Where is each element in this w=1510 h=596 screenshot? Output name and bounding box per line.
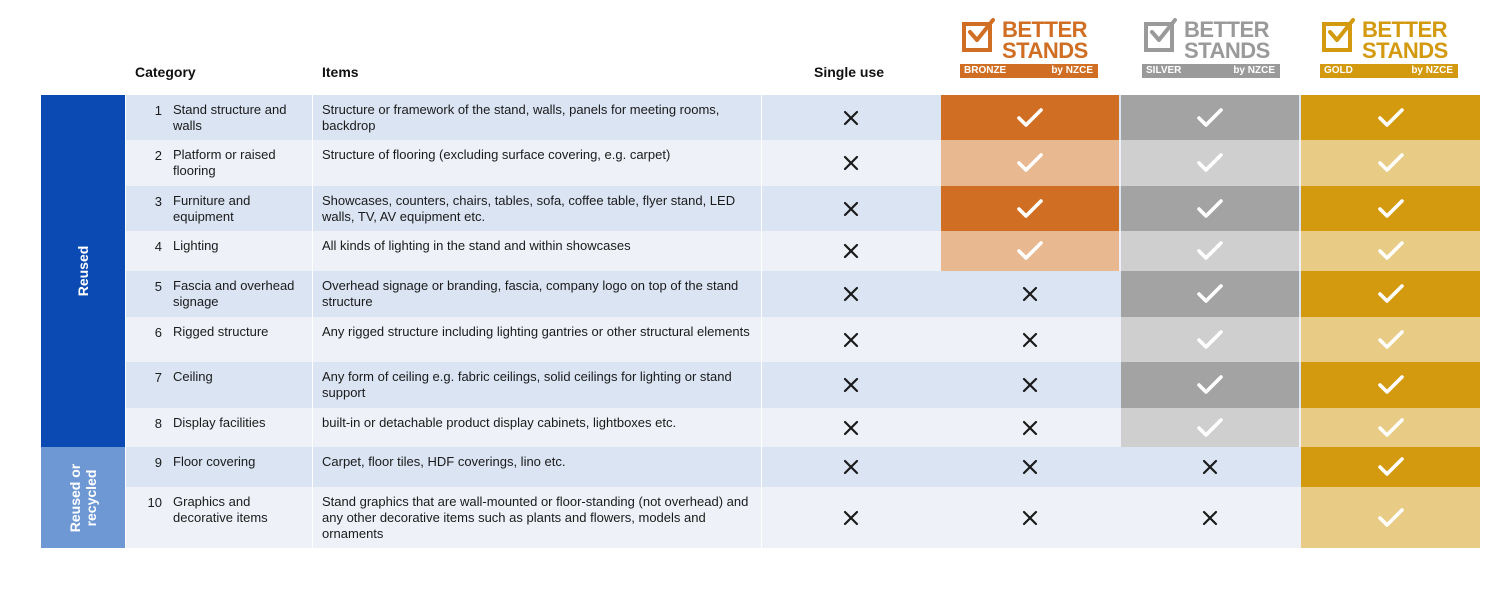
row-number: 5 [154,279,162,294]
row-number: 1 [154,103,162,118]
gold-cell [1301,487,1480,548]
gold-cell [1301,186,1480,231]
check-icon [1196,283,1224,305]
check-icon [1148,16,1178,46]
row-number: 2 [154,148,162,163]
bronze-cell [941,408,1119,447]
row-items: Overhead signage or branding, fascia, company logo on top of the stand structure [322,278,739,309]
bronze-cell [941,140,1119,186]
cross-icon [843,420,859,436]
row-items: Stand graphics that are wall-mounted or floor-standing (not overhead) and any other decorative items such as plants and flowers, models and ornaments [322,494,749,541]
gold-cell [1301,231,1480,271]
row-items: Structure or framework of the stand, walls, panels for meeting rooms, backdrop [322,102,720,133]
cross-icon [1202,459,1218,475]
table-row [126,362,1480,408]
bronze-cell [941,447,1119,487]
row-items: Structure of flooring (excluding surface covering, e.g. carpet) [322,147,671,162]
single-cell [762,95,940,140]
bronze-cell [941,317,1119,362]
cross-icon [843,110,859,126]
single-cell [762,186,940,231]
gold-cell [1301,271,1480,317]
gold-cell [1301,140,1480,186]
logo-word-stands: STANDS [1002,38,1088,63]
single-cell [762,487,940,548]
gold-cell [1301,362,1480,408]
cross-icon [1022,377,1038,393]
silver-cell [1121,317,1299,362]
check-icon [1377,198,1405,220]
cross-icon [1022,459,1038,475]
logo-level: GOLD [1324,65,1353,76]
bronze-cell [941,95,1119,140]
row-category: Fascia and overhead signage [173,278,295,309]
check-icon [1377,417,1405,439]
gold-cell [1301,447,1480,487]
silver-cell [1121,408,1299,447]
row-items: Any form of ceiling e.g. fabric ceilings, solid ceilings for lighting or stand support [322,369,732,400]
check-icon [1196,329,1224,351]
check-icon [1016,152,1044,174]
row-number: 3 [154,194,162,209]
logo-silver [1142,17,1280,80]
single-cell [762,231,940,271]
row-number: 7 [154,370,162,385]
logo-word-better: BETTER [1184,17,1269,42]
cross-icon [843,377,859,393]
cross-icon [843,510,859,526]
header-single-use: Single use [814,64,885,80]
logo-level-bar [1320,64,1458,78]
cross-icon [843,201,859,217]
column-divider [312,408,313,447]
bronze-cell [941,231,1119,271]
check-icon [1016,240,1044,262]
column-divider [312,487,313,548]
check-icon [1377,283,1405,305]
check-icon [1196,198,1224,220]
check-icon [1196,374,1224,396]
check-icon [1377,152,1405,174]
silver-cell [1121,186,1299,231]
gold-cell [1301,95,1480,140]
column-divider [312,447,313,487]
check-icon [1326,16,1356,46]
column-divider [312,95,313,140]
logo-bronze [960,17,1098,80]
logo-word-stands: STANDS [1184,38,1270,63]
check-icon [1377,456,1405,478]
bronze-cell [941,362,1119,408]
single-cell [762,447,940,487]
logo-word-better: BETTER [1362,17,1447,42]
row-number: 8 [154,416,162,431]
cross-icon [843,243,859,259]
row-category: Furniture and equipment [173,193,251,224]
logo-by: by NZCE [1233,65,1275,76]
cross-icon [1022,510,1038,526]
cross-icon [843,459,859,475]
silver-cell [1121,487,1299,548]
check-icon [1196,240,1224,262]
column-divider [312,271,313,317]
bronze-cell [941,186,1119,231]
check-icon [1016,107,1044,129]
table-row [126,408,1480,447]
row-category: Ceiling [173,369,213,384]
check-icon [1377,329,1405,351]
single-cell [762,408,940,447]
check-icon [1196,152,1224,174]
row-number: 6 [154,325,162,340]
column-divider [312,186,313,231]
cross-icon [843,155,859,171]
row-category: Graphics and decorative items [173,494,268,525]
cross-icon [1202,510,1218,526]
cross-icon [1022,332,1038,348]
cross-icon [843,286,859,302]
row-number: 4 [154,239,162,254]
check-icon [966,16,996,46]
column-divider [312,317,313,362]
row-items: Any rigged structure including lighting gantries or other structural elements [322,324,750,339]
silver-cell [1121,447,1299,487]
silver-cell [1121,95,1299,140]
row-items: All kinds of lighting in the stand and within showcases [322,238,631,253]
check-icon [1016,198,1044,220]
row-category: Floor covering [173,454,256,469]
group-reused-label: Reused [75,245,91,297]
table-row [126,140,1480,186]
group-reused [41,95,125,447]
row-category: Stand structure and walls [173,102,287,133]
row-items: built-in or detachable product display cabinets, lightboxes etc. [322,415,677,430]
single-cell [762,140,940,186]
header-category: Category [135,64,196,80]
row-items: Carpet, floor tiles, HDF coverings, lino etc. [322,454,566,469]
logo-level: SILVER [1146,65,1182,76]
bronze-cell [941,271,1119,317]
table-row [126,447,1480,487]
gold-cell [1301,408,1480,447]
cross-icon [1022,420,1038,436]
logo-level: BRONZE [964,65,1007,76]
single-cell [762,271,940,317]
gold-cell [1301,317,1480,362]
logo-by: by NZCE [1411,65,1453,76]
column-divider [312,140,313,186]
table-row [126,317,1480,362]
cross-icon [1022,286,1038,302]
single-cell [762,362,940,408]
check-icon [1196,417,1224,439]
row-category: Platform or raised flooring [173,147,276,178]
check-icon [1377,374,1405,396]
row-items: Showcases, counters, chairs, tables, sofa, coffee table, flyer stand, LED walls, TV, AV equipment etc. [322,193,736,224]
table-row [126,231,1480,271]
column-divider [312,231,313,271]
group-reused-or-recycled [41,447,125,548]
table-row [126,271,1480,317]
table-row [126,186,1480,231]
logo-level-bar [1142,64,1280,78]
column-divider [312,362,313,408]
table-row [126,95,1480,140]
row-category: Lighting [173,238,219,253]
logo-level-bar [960,64,1098,78]
bronze-cell [941,487,1119,548]
silver-cell [1121,231,1299,271]
check-icon [1377,507,1405,529]
row-number: 9 [154,455,162,470]
row-category: Rigged structure [173,324,269,339]
logo-by: by NZCE [1051,65,1093,76]
silver-cell [1121,271,1299,317]
logo-word-better: BETTER [1002,17,1087,42]
silver-cell [1121,362,1299,408]
logo-gold [1320,17,1458,80]
check-icon [1377,107,1405,129]
check-icon [1377,240,1405,262]
row-number: 10 [147,495,162,510]
single-cell [762,317,940,362]
table-row [126,487,1480,548]
silver-cell [1121,140,1299,186]
group-reused-or-recycled-label: Reused or recycled [67,463,99,532]
header-items: Items [322,64,359,80]
row-category: Display facilities [173,415,266,430]
cross-icon [843,332,859,348]
logo-word-stands: STANDS [1362,38,1448,63]
check-icon [1196,107,1224,129]
